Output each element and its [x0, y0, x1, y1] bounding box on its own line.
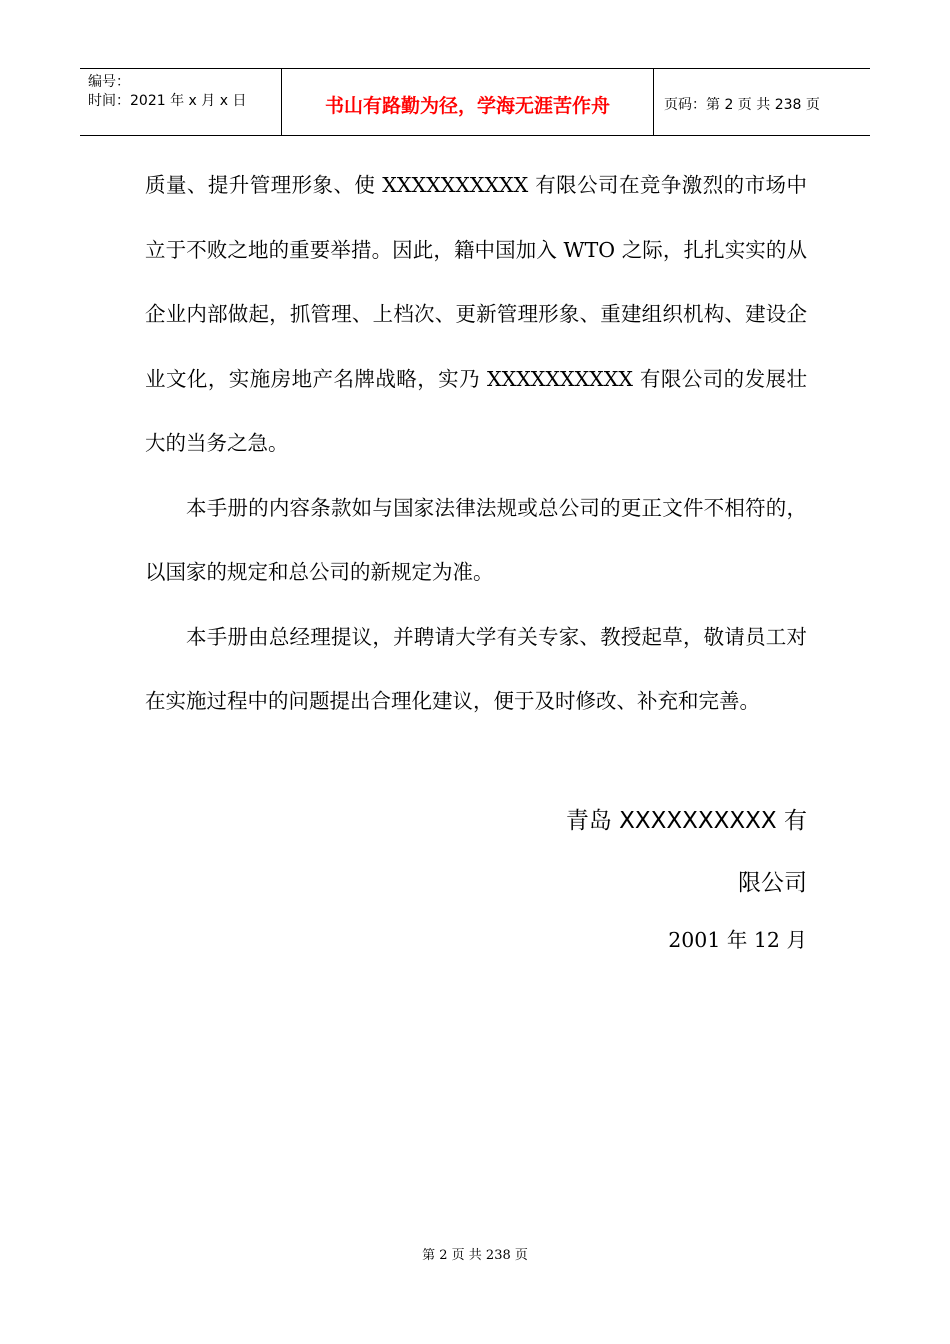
page-footer: 第 2 页 共 238 页	[422, 1248, 528, 1263]
header-time-label: 时间：2021 年 x 月 x 日	[88, 93, 247, 109]
body-paragraph: 质量、提升管理形象、使 XXXXXXXXXX 有限公司在竞争激烈的市场中立于不败之地的重要举措。因此，籍中国加入 WTO 之际，扎扎实实的从企业内部做起，抓管理、上档次、更新管理形象、重建组织机构、建设企业文化，实施房地产名牌战略，实乃 XXXXXXXXXX 有限公司的发展壮大的当务之急。	[145, 173, 807, 455]
body-paragraph: 本手册由总经理提议，并聘请大学有关专家、教授起草，敬请员工对在实施过程中的问题提出合理化建议，便于及时修改、补充和完善。	[145, 624, 807, 713]
body-paragraph: 本手册的内容条款如与国家法律法规或总公司的更正文件不相符的，以国家的规定和总公司的新规定为准。	[145, 495, 807, 584]
signature-date: 2001 年 12 月	[668, 928, 807, 952]
signature-company: 青岛 XXXXXXXXXX 有限公司	[565, 808, 807, 896]
header-number-label: 编号：	[88, 74, 130, 90]
header-page-info: 页码：第 2 页 共 238 页	[664, 97, 820, 113]
header-meta-cell	[80, 69, 282, 135]
header-motto: 书山有路勤为径，学海无涯苦作舟	[282, 69, 654, 135]
page-header	[80, 68, 870, 136]
document-body	[145, 153, 807, 734]
